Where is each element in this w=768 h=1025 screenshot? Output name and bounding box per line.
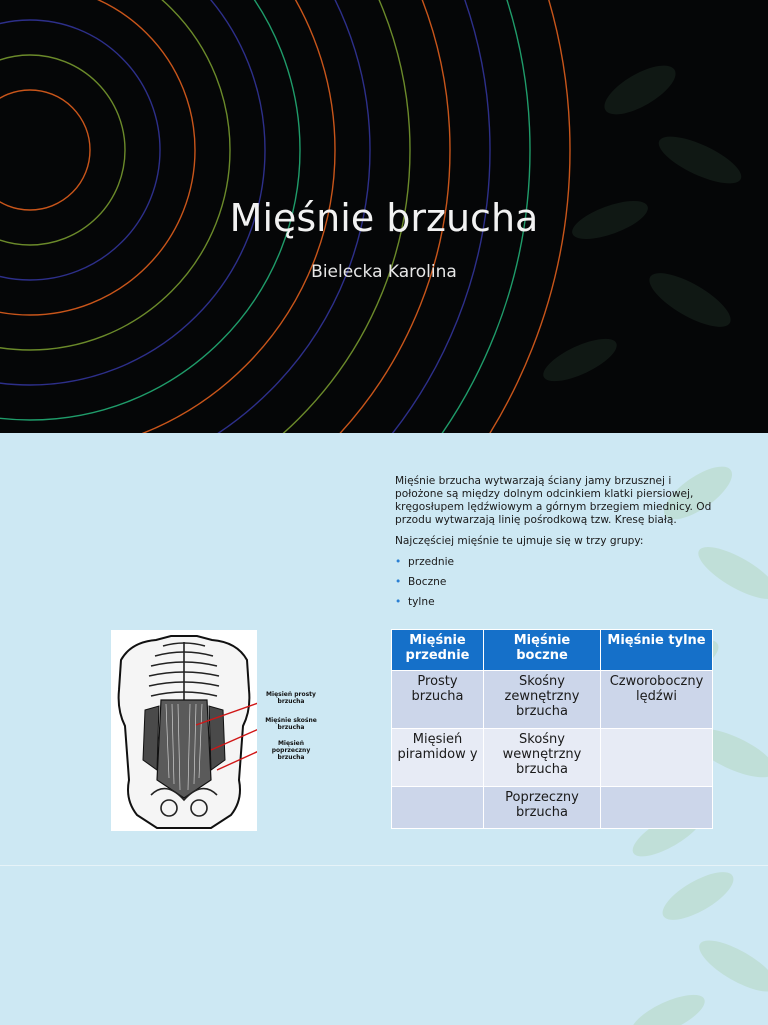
figure-label-oblique: Mięśnie skośne brzucha: [265, 717, 317, 731]
table-cell: Prosty brzucha: [392, 671, 484, 729]
list-item: • przednie: [395, 556, 455, 568]
table-cell: Skośny zewnętrzny brzucha: [484, 671, 601, 729]
list-item: • tylne: [395, 596, 435, 608]
presentation-author: Bielecka Karolina: [311, 262, 457, 282]
table-row: [392, 787, 713, 829]
table-cell: [392, 787, 484, 829]
description-text: [395, 475, 715, 616]
table-header-row: [392, 630, 713, 671]
table-row: [392, 729, 713, 787]
presentation-title: Mięśnie brzucha: [229, 196, 539, 240]
groups-list: [395, 556, 715, 609]
intro-paragraph: Mięśnie brzucha wytwarzają ściany jamy brzusznej i położone są między dolnym odcinkiem klatki piersiowej, kręgosłupem lędźwiowym a górnym brzegiem miednicy. Od przodu wytwarzają linię pośrodkową tzw. Kresę białą.: [395, 475, 712, 526]
torso-illustration: [111, 630, 257, 831]
header-lateral: Mięśnie boczne: [484, 630, 601, 671]
header-anterior: Mięśnie przednie: [392, 630, 484, 671]
abdominal-muscles-figure: [111, 630, 257, 831]
figure-label-transverse: Mięsień poprzeczny brzucha: [271, 740, 311, 761]
content-slide: [0, 433, 768, 865]
muscle-groups-table: [391, 629, 713, 829]
table-cell: Mięsień piramidow y: [392, 729, 484, 787]
bullet-icon: •: [395, 556, 402, 568]
blank-slide: [0, 865, 768, 1025]
bullet-icon: •: [395, 576, 402, 588]
table-cell: Poprzeczny brzucha: [484, 787, 601, 829]
figure-label-rectus: Mięsień prosty brzucha: [266, 691, 316, 705]
table-cell: Czworoboczny lędźwi: [601, 671, 713, 729]
header-posterior: Mięśnie tylne: [601, 630, 713, 671]
list-item: • Boczne: [395, 576, 447, 588]
table-row: [392, 671, 713, 729]
table-cell: Skośny wewnętrzny brzucha: [484, 729, 601, 787]
bullet-icon: •: [395, 596, 402, 608]
leaf-decoration: [468, 866, 768, 1025]
table-cell: [601, 729, 713, 787]
title-slide: [0, 0, 768, 433]
table-cell: [601, 787, 713, 829]
groups-paragraph: Najczęściej mięśnie te ujmuje się w trzy grupy:: [395, 535, 644, 547]
